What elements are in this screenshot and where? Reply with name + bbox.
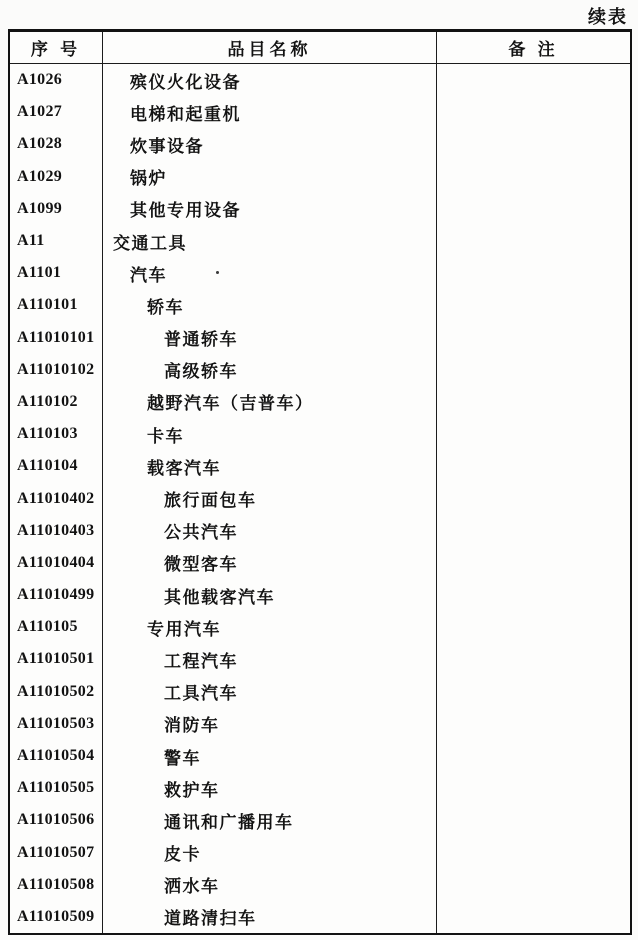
row-remark bbox=[437, 386, 630, 418]
row-item-name: 高级轿车 bbox=[103, 354, 437, 386]
table-header-row bbox=[10, 32, 630, 64]
row-item-name: 救护车 bbox=[103, 772, 437, 804]
table-row bbox=[10, 611, 630, 643]
row-serial-number: A11010504 bbox=[10, 740, 103, 772]
table-row bbox=[10, 386, 630, 418]
table-row bbox=[10, 901, 630, 933]
row-serial-number: A11010402 bbox=[10, 482, 103, 514]
row-remark bbox=[437, 869, 630, 901]
table-row bbox=[10, 676, 630, 708]
table-row bbox=[10, 64, 630, 96]
row-serial-number: A11010101 bbox=[10, 322, 103, 354]
table-row bbox=[10, 450, 630, 482]
row-remark bbox=[437, 772, 630, 804]
table-row bbox=[10, 547, 630, 579]
row-item-name: 普通轿车 bbox=[103, 322, 437, 354]
row-item-name: 专用汽车 bbox=[103, 611, 437, 643]
row-remark bbox=[437, 804, 630, 836]
row-remark bbox=[437, 450, 630, 482]
row-item-name: 汽车 bbox=[103, 257, 437, 289]
row-remark bbox=[437, 515, 630, 547]
table-row bbox=[10, 225, 630, 257]
row-serial-number: A11010403 bbox=[10, 515, 103, 547]
row-serial-number: A11010404 bbox=[10, 547, 103, 579]
table-row bbox=[10, 418, 630, 450]
row-remark bbox=[437, 740, 630, 772]
table-row bbox=[10, 128, 630, 160]
row-remark bbox=[437, 611, 630, 643]
row-remark bbox=[437, 257, 630, 289]
row-remark bbox=[437, 64, 630, 96]
row-item-name: 卡车 bbox=[103, 418, 437, 450]
row-remark bbox=[437, 708, 630, 740]
row-item-name: 越野汽车（吉普车） bbox=[103, 386, 437, 418]
row-serial-number: A1028 bbox=[10, 128, 103, 160]
table-row bbox=[10, 579, 630, 611]
row-item-name: 炊事设备 bbox=[103, 128, 437, 160]
table-row bbox=[10, 96, 630, 128]
row-remark bbox=[437, 482, 630, 514]
header-item-name: 品目名称 bbox=[103, 32, 437, 63]
row-item-name: 微型客车 bbox=[103, 547, 437, 579]
table-row bbox=[10, 837, 630, 869]
row-item-name: 消防车 bbox=[103, 708, 437, 740]
row-serial-number: A11010505 bbox=[10, 772, 103, 804]
row-serial-number: A1027 bbox=[10, 96, 103, 128]
table-row bbox=[10, 708, 630, 740]
row-serial-number: A11010506 bbox=[10, 804, 103, 836]
row-serial-number: A11 bbox=[10, 225, 103, 257]
row-remark bbox=[437, 193, 630, 225]
row-remark bbox=[437, 579, 630, 611]
row-item-name: 警车 bbox=[103, 740, 437, 772]
row-serial-number: A1029 bbox=[10, 161, 103, 193]
table-row bbox=[10, 322, 630, 354]
table-row bbox=[10, 643, 630, 675]
row-serial-number: A11010102 bbox=[10, 354, 103, 386]
row-remark bbox=[437, 643, 630, 675]
table-row bbox=[10, 193, 630, 225]
row-serial-number: A11010508 bbox=[10, 869, 103, 901]
row-serial-number: A11010509 bbox=[10, 901, 103, 933]
row-item-name: 锅炉 bbox=[103, 161, 437, 193]
items-table bbox=[8, 29, 632, 935]
row-serial-number: A11010501 bbox=[10, 643, 103, 675]
table-row bbox=[10, 515, 630, 547]
table-row bbox=[10, 772, 630, 804]
row-serial-number: A110103 bbox=[10, 418, 103, 450]
header-serial-number: 序 号 bbox=[10, 32, 103, 63]
row-remark bbox=[437, 837, 630, 869]
table-row bbox=[10, 354, 630, 386]
row-item-name: 载客汽车 bbox=[103, 450, 437, 482]
row-serial-number: A1026 bbox=[10, 64, 103, 96]
stray-ink-mark bbox=[216, 271, 219, 274]
row-item-name: 洒水车 bbox=[103, 869, 437, 901]
row-item-name: 交通工具 bbox=[103, 225, 437, 257]
row-serial-number: A1099 bbox=[10, 193, 103, 225]
row-serial-number: A110102 bbox=[10, 386, 103, 418]
row-item-name: 工程汽车 bbox=[103, 643, 437, 675]
row-item-name: 通讯和广播用车 bbox=[103, 804, 437, 836]
row-serial-number: A1101 bbox=[10, 257, 103, 289]
row-serial-number: A11010499 bbox=[10, 579, 103, 611]
table-row bbox=[10, 161, 630, 193]
table-row bbox=[10, 482, 630, 514]
table-row bbox=[10, 740, 630, 772]
row-item-name: 其他载客汽车 bbox=[103, 579, 437, 611]
row-item-name: 道路清扫车 bbox=[103, 901, 437, 933]
row-remark bbox=[437, 901, 630, 933]
row-serial-number: A11010503 bbox=[10, 708, 103, 740]
row-serial-number: A110105 bbox=[10, 611, 103, 643]
row-remark bbox=[437, 676, 630, 708]
row-serial-number: A110104 bbox=[10, 450, 103, 482]
table-row bbox=[10, 869, 630, 901]
table-row bbox=[10, 257, 630, 289]
row-remark bbox=[437, 322, 630, 354]
row-remark bbox=[437, 354, 630, 386]
row-item-name: 殡仪火化设备 bbox=[103, 64, 437, 96]
row-remark bbox=[437, 161, 630, 193]
row-remark bbox=[437, 289, 630, 321]
row-item-name: 工具汽车 bbox=[103, 676, 437, 708]
row-remark bbox=[437, 128, 630, 160]
row-item-name: 旅行面包车 bbox=[103, 482, 437, 514]
row-remark bbox=[437, 418, 630, 450]
table-body bbox=[10, 64, 630, 933]
row-remark bbox=[437, 225, 630, 257]
row-item-name: 电梯和起重机 bbox=[103, 96, 437, 128]
row-remark bbox=[437, 96, 630, 128]
row-item-name: 其他专用设备 bbox=[103, 193, 437, 225]
row-item-name: 轿车 bbox=[103, 289, 437, 321]
row-serial-number: A11010502 bbox=[10, 676, 103, 708]
row-serial-number: A110101 bbox=[10, 289, 103, 321]
row-serial-number: A11010507 bbox=[10, 837, 103, 869]
table-row bbox=[10, 289, 630, 321]
header-remarks: 备 注 bbox=[508, 40, 559, 59]
table-row bbox=[10, 804, 630, 836]
continued-table-label: 续表 bbox=[588, 7, 628, 27]
row-remark bbox=[437, 547, 630, 579]
row-item-name: 皮卡 bbox=[103, 837, 437, 869]
row-item-name: 公共汽车 bbox=[103, 515, 437, 547]
